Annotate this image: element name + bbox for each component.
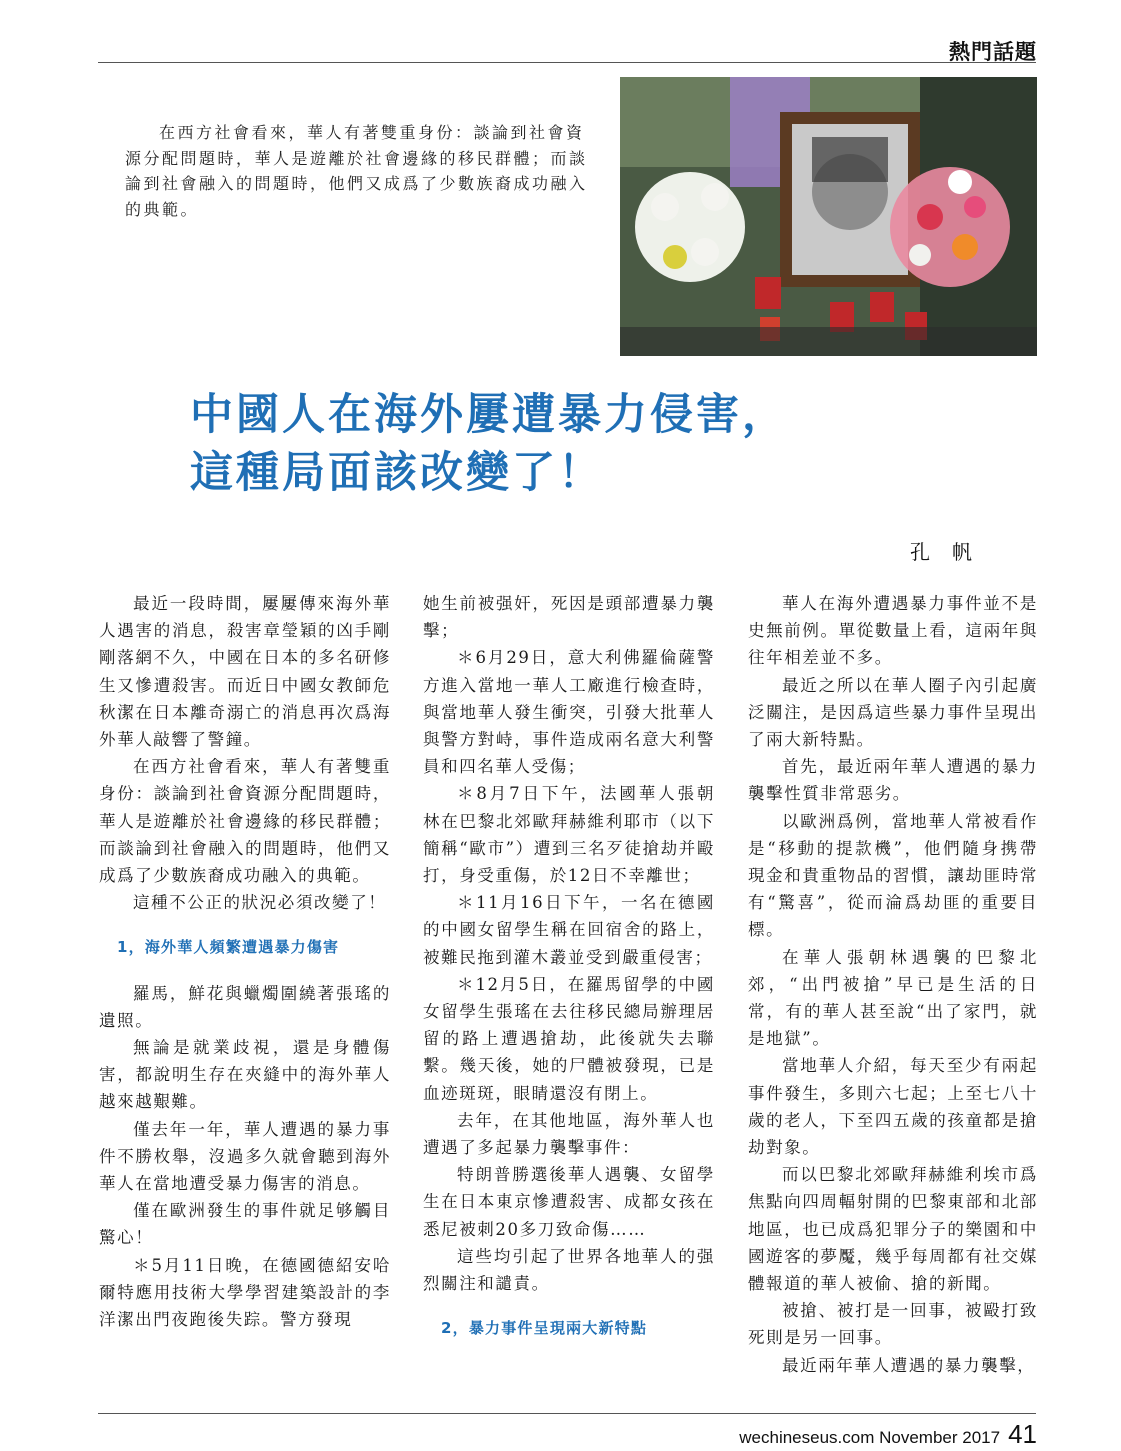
paragraph: 去年，在其他地區，海外華人也遭遇了多起暴力襲擊事件： xyxy=(423,1110,715,1158)
byline-author: 孔帆 xyxy=(910,540,994,564)
paragraph: ＊6月29日，意大利佛羅倫薩警方進入當地一華人工廠進行檢查時，與當地華人發生衝突，引發大批華人與警方對峙，事件造成兩名意大利警員和四名華人受傷； xyxy=(423,648,715,777)
paragraph: 特朗普勝選後華人遇襲、女留學生在日本東京慘遭殺害、成都女孩在悉尼被刺20多刀致命傷…… xyxy=(423,1165,715,1239)
paragraph: 無論是就業歧視，還是身體傷害，都說明生存在夾縫中的海外華人越來越艱難。 xyxy=(99,1038,391,1112)
paragraph: 首先，最近兩年華人遭遇的暴力襲擊性質非常惡劣。 xyxy=(748,757,1038,804)
paragraph: ＊8月7日下午，法國華人張朝林在巴黎北郊歐拜赫維利耶市（以下簡稱“歐市”）遭到三名歹徒搶劫并毆打，身受重傷，於12日不幸離世； xyxy=(423,784,715,886)
paragraph: 僅在歐洲發生的事件就足够觸目驚心！ xyxy=(99,1201,391,1248)
page-number: 41 xyxy=(1008,1419,1037,1449)
section-label: 熱門話題 xyxy=(949,40,1037,64)
paragraph: 最近之所以在華人圈子內引起廣泛關注，是因爲這些暴力事件呈現出了兩大新特點。 xyxy=(748,675,1038,750)
bottom-divider xyxy=(98,1413,1036,1414)
paragraph: 她生前被强奸，死因是頭部遭暴力襲擊； xyxy=(423,594,715,641)
headline-line-2: 這種局面該改變了！ xyxy=(190,448,604,498)
memorial-photo xyxy=(620,77,1037,356)
page-footer xyxy=(739,1419,1037,1450)
article-column-3 xyxy=(748,590,1038,1379)
paragraph: ＊12月5日，在羅馬留學的中國女留學生張瑤在去往移民總局辦理居留的路上遭遇搶劫，此後就失去聯繫。幾天後，她的尸體被發現，已是血迹斑斑，眼睛還沒有閉上。 xyxy=(423,974,715,1103)
headline-line-1: 中國人在海外屢遭暴力侵害， xyxy=(190,390,788,440)
footer-site-date: wechineseus.com November 2017 xyxy=(739,1428,1001,1447)
paragraph: 僅去年一年，華人遭遇的暴力事件不勝枚舉，沒過多久就會聽到海外華人在當地遭受暴力傷害的消息。 xyxy=(99,1119,391,1194)
paragraph: 這種不公正的狀況必須改變了！ xyxy=(133,893,387,913)
memorial-photo-image xyxy=(620,77,1037,356)
headline xyxy=(190,386,1010,502)
paragraph: 以歐洲爲例，當地華人常被看作是“移動的提款機”，他們隨身携帶現金和貴重物品的習慣，讓劫匪時常有“驚喜”，從而淪爲劫匪的重要目標。 xyxy=(748,811,1038,940)
article-column-1 xyxy=(99,590,391,1333)
top-divider xyxy=(98,62,1036,63)
paragraph: 羅馬，鮮花與蠟燭圍繞著張瑤的遺照。 xyxy=(99,983,391,1030)
paragraph: ＊5月11日晚，在德國德紹安哈爾特應用技術大學學習建築設計的李洋潔出門夜跑後失踪。警方發現 xyxy=(99,1255,391,1330)
paragraph: 最近兩年華人遭遇的暴力襲擊， xyxy=(782,1355,1036,1375)
paragraph: 而以巴黎北郊歐拜赫維利埃市爲焦點向四周輻射開的巴黎東部和北部地區，也已成爲犯罪分子的樂園和中國遊客的夢魘，幾乎每周都有社交媒體報道的華人被偷、搶的新聞。 xyxy=(748,1165,1038,1294)
paragraph: 這些均引起了世界各地華人的强烈關注和譴責。 xyxy=(423,1246,715,1294)
intro-quote: 在西方社會看來，華人有著雙重身份：談論到社會資源分配問題時，華人是遊離於社會邊緣的移民群體；而談論到社會融入的問題時，他們又成爲了少數族裔成功融入的典範。 xyxy=(125,123,588,219)
paragraph: ＊11月16日下午，一名在德國的中國女留學生稱在回宿舍的路上，被難民拖到灌木叢並受到嚴重侵害； xyxy=(423,893,715,967)
subheading-1: 1，海外華人頻繁遭遇暴力傷害 xyxy=(117,938,340,957)
subheading-2: 2，暴力事件呈現兩大新特點 xyxy=(441,1319,648,1338)
paragraph: 當地華人介紹，每天至少有兩起事件發生，多則六七起；上至七八十歲的老人，下至四五歲的孩童都是搶劫對象。 xyxy=(748,1056,1038,1158)
paragraph: 最近一段時間，屢屢傳來海外華人遇害的消息，殺害章瑩穎的凶手剛剛落網不久，中國在日本的多名研修生又慘遭殺害。而近日中國女教師危秋潔在日本離奇溺亡的消息再次爲海外華人敲響了警鐘。 xyxy=(99,594,391,750)
paragraph: 在華人張朝林遇襲的巴黎北郊，“出門被搶”早已是生活的日常，有的華人甚至說“出了家門，就是地獄”。 xyxy=(748,947,1038,1049)
article-column-2 xyxy=(423,590,715,1360)
paragraph: 華人在海外遭遇暴力事件並不是史無前例。單從數量上看，這兩年與往年相差並不多。 xyxy=(748,594,1038,668)
paragraph: 在西方社會看來，華人有著雙重身份：談論到社會資源分配問題時，華人是遊離於社會邊緣的移民群體；而談論到社會融入的問題時，他們又成爲了少數族裔成功融入的典範。 xyxy=(99,757,391,886)
paragraph: 被搶、被打是一回事，被毆打致死則是另一回事。 xyxy=(748,1301,1038,1348)
